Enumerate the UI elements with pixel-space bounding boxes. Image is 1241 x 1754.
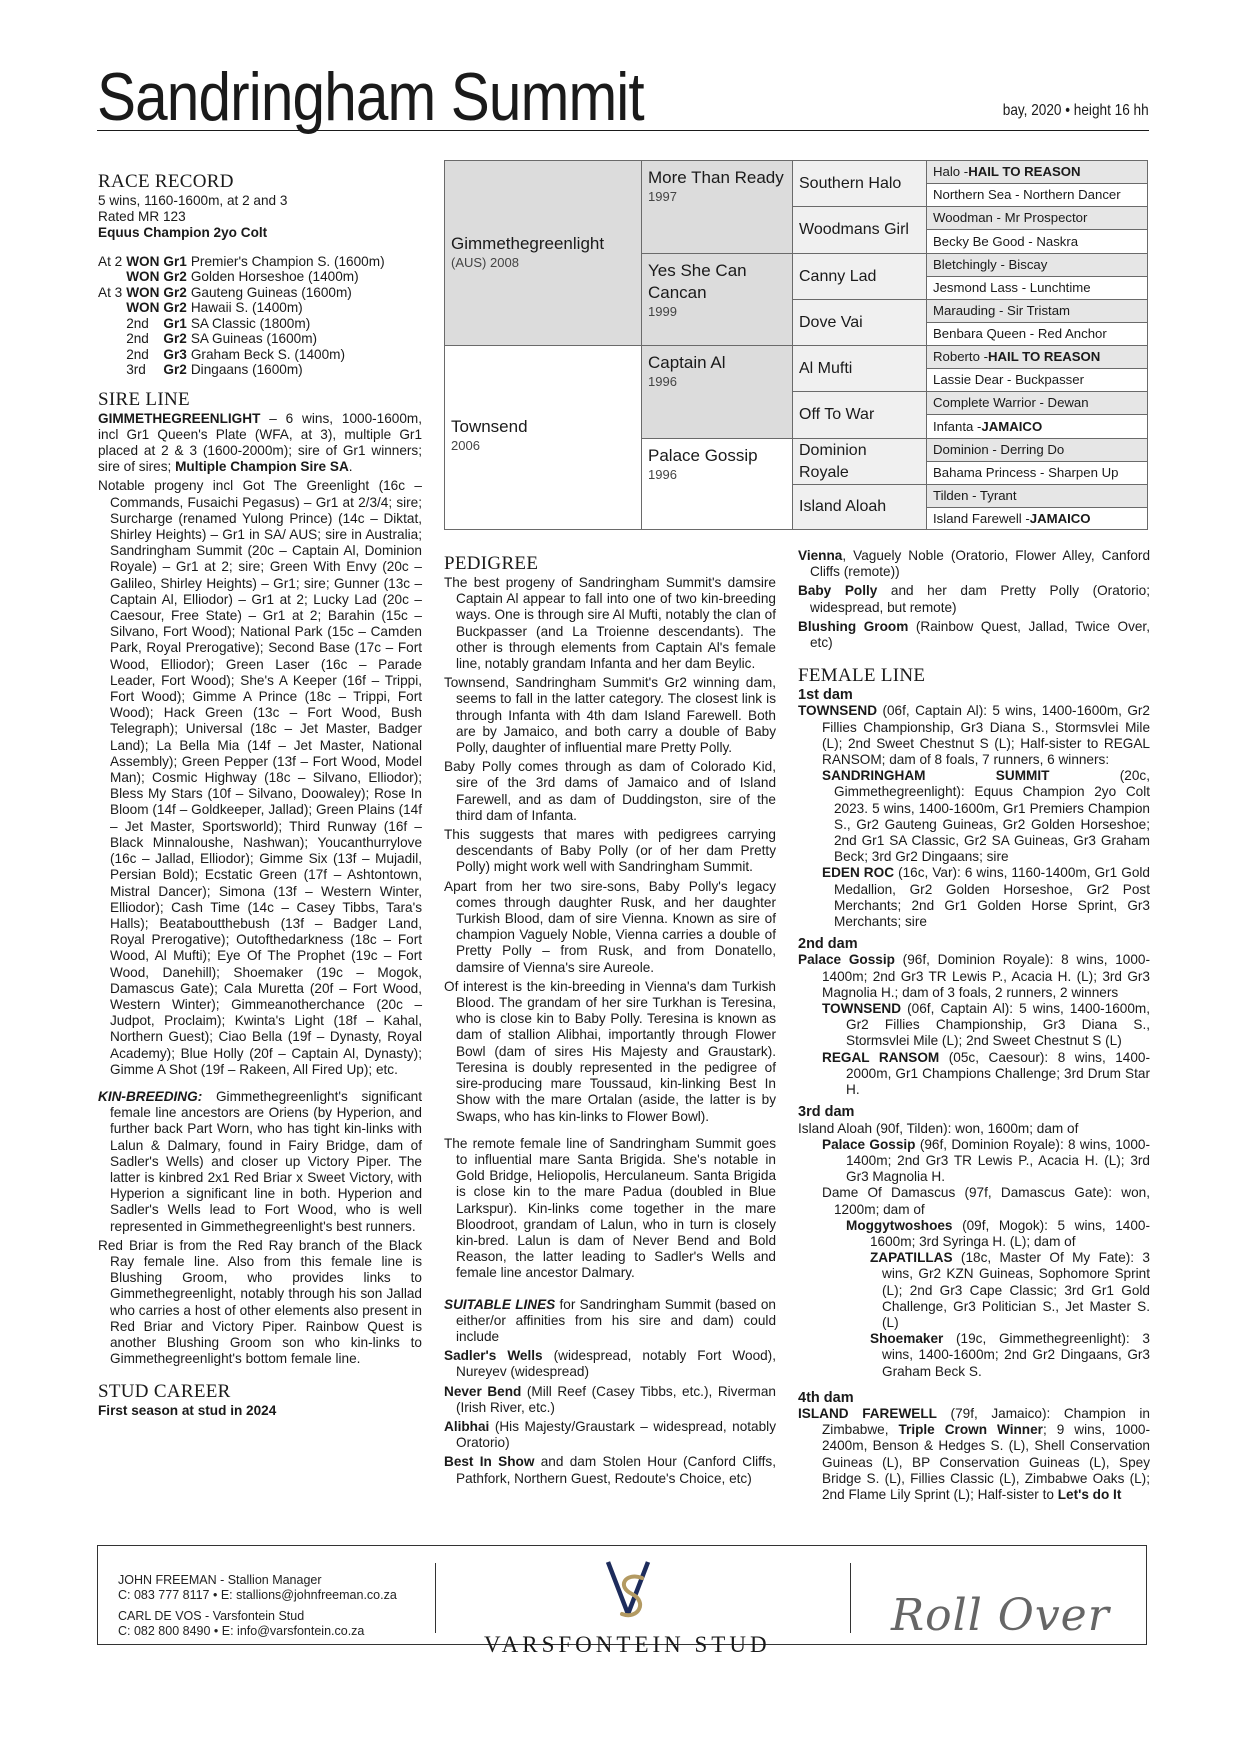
notable-progeny: Notable progeny incl Got The Greenlight (16c – Commands, Fusaichi Pegasus) – Gr1 at 2/3/4; sire; Surcharge (renamed Yulong Prince) (14c – Diktat, Shirley Heights) – Gr1 in SA/ AUS; sire in Australia; Sandringham Summit (20c – Captain Al, Dominion Royale) – Gr1 at 2; sire; Green With Envy (20c – Galileo, Shirley Heights) – Gr1; sire; Gunner (13c – Captain Al, Elliodor) – Gr1 at 2; Lucky Lad (20c – Caesour, Free State) – Gr1 at 2; Barahin (15c – Silvano, Fort Wood); National Park (15c – Camden Park, Royal Prerogative); Second Base (17c – Fort Wood, Elliodor); Green Laser (16c – Parade Leader, Fort Wood); She's A Keeper (16f – Trippi, Fort Wood); Gimme A Prince (18c – Trippi, Fort Wood); Hack Green (13c – Fort Wood, Bush Telegraph); Universal (18c – Jet Master, Badger Land); La Bella Mia (14f – Jet Master, National Assembly); Green Pepper (13f – Fort Wood, Model Man); Cosmic Highway (18c – Silvano, Elliodor); Bless My Stars (10f – Silvano, Doowaley); Rose In Bloom (14f – Goldkeeper, Jallad); Green Plains (14f – Jet Master, Sportsworld); Third Runway (16f – Black Minnaloushe, Nashwan); Youcanthurrylove (16c – Jallad, Elliodor); Gimme Six (13f – Mujadil, Persian Bold); Ecstatic Green (17f – Ashtontown, Mistral Dancer); Simona (13f – Western Winter, Elliodor); Cash Time (14c – Casey Tibbs, Tara's Halls); Beataboutthebush (13f – Badger Land, Royal Prerogative); Outofthedarkness (18c – Fort Wood, Al Mufti); Eye Of The Prophet (19c – Fort Wood, Danehill); Shoemaker (19c – Mogok, Damascus Gate); Cala Muretta (20f – Fort Wood, Western Winter); Gimmeanotherchance (20c – Judpot, Proclaim); Kwinta's Light (18f – Kahal, Northern Guest); Ciao Bella (19f – Dynasty, Royal Academy); Blue Holly (20f – Captain Al, Dynasty); Gimme A Shot (19f – Rakeen, All Fired Up); etc.: [98, 478, 422, 1077]
offspring-entry: Dame Of Damascus (97f, Damascus Gate): won, 1200m; dam of: [822, 1185, 1150, 1217]
race-record-line: Rated MR 123: [98, 209, 186, 225]
pedigree-gen4: Roberto - HAIL TO REASON: [926, 345, 1148, 369]
first-dam-label: 1st dam: [798, 687, 853, 704]
pedigree-heading: PEDIGREE: [444, 553, 539, 574]
table-row: WON Gr2 Hawaii S. (1400m): [126, 300, 303, 316]
page-subtitle: bay, 2020 • height 16 hh: [1003, 102, 1149, 119]
offspring-entry: Moggytwoshoes (09f, Mogok): 5 wins, 1400-1600m; 3rd Syringa H. (L); dam of: [846, 1217, 1150, 1249]
pedigree-gen2: More Than Ready 1997: [641, 160, 793, 254]
race-record-table: [98, 254, 389, 378]
pedigree-gen3: Woodmans Girl: [792, 206, 927, 254]
suitable-lines-intro: SUITABLE LINES for Sandringham Summit (based on either/or affinities from his sire and dam) could include: [444, 1296, 776, 1344]
table-row: 2nd Gr2 SA Guineas (1600m): [126, 331, 318, 347]
offspring-entry: Shoemaker (19c, Gimmethegreenlight): 3 wins, 1400-1600m; 2nd Gr2 Dingaans, Gr3 Graham Beck S.: [870, 1331, 1150, 1379]
suitable-line-item: Baby Polly and her dam Pretty Polly (Oratorio; widespread, but remote): [798, 583, 1150, 615]
kin-breeding-text-2: Red Briar is from the Red Ray branch of the Black Ray female line. Also from this female line is Blushing Groom, who provides links to Gimmethegreenlight, notably through his son Jallad who carries a host of other elements also present in Red Briar and Victory Piper. Rainbow Quest is another Blushing Groom son who kin-links to Gimmethegreenlight's bottom female line.: [98, 1237, 422, 1367]
contacts: [118, 1573, 397, 1639]
pedigree-paragraph: Baby Polly comes through as dam of Colorado Kid, sire of the 3rd dams of Jamaico and of Island Farewell, and as dam of Duddingston, sire of the third dam of Infanta.: [444, 759, 776, 823]
race-record-line: Equus Champion 2yo Colt: [98, 225, 268, 241]
sire-line-heading: SIRE LINE: [98, 388, 190, 410]
fourth-dam-text: ISLAND FAREWELL (79f, Jamaico): Champion in Zimbabwe, Triple Crown Winner; 9 wins, 1000-2400m, Benson & Hedges S. (L), Shell Conservation Guineas (L), BP Conservation Guineas (L), Spey Bridge S. (L), Fillies Classic (L), Zimbabwe Oaks (L); 2nd Flame Lily Sprint (L); Half-sister to Let's do It: [798, 1405, 1151, 1502]
table-row: 3rd Gr2 Dingaans (1600m): [126, 362, 303, 378]
pedigree-gen4: Northern Sea - Northern Dancer: [926, 183, 1148, 207]
pedigree-paragraph: The best progeny of Sandringham Summit's damsire Captain Al appear to fall into one of two kin-breeding ways. One is through sire Al Mufti, notably the clan of Buckpasser (and La Troienne descendants). The other is through elements from Captain Al's female line, notably grandam Infanta and her dam Beylic.: [444, 575, 776, 672]
contact-details[interactable]: C: 082 800 8490 • E: info@varsfontein.co.za: [118, 1624, 365, 1638]
pedigree-gen4: Tilden - Tyrant: [926, 484, 1148, 508]
third-dam-label: 3rd dam: [798, 1104, 855, 1121]
logo-text: VARSFONTEIN STUD: [484, 1632, 771, 1657]
offspring-entry: ZAPATILLAS (18c, Master Of My Fate): 3 wins, Gr2 KZN Guineas, Sophomore Sprint (L); 2nd Gr3 Cape Classic; 3rd Gr1 Gold Challenge, Gr3 Politician S., Jet Master S. (L): [870, 1250, 1150, 1330]
right-column: [798, 548, 1150, 1503]
offspring-entry: Palace Gossip (96f, Dominion Royale): 8 wins, 1000-1400m; 2nd Gr3 TR Lewis P., Acacia H. (L); 3rd Gr3 Magnolia H.: [822, 1136, 1150, 1185]
fourth-dam-label: 4th dam: [798, 1389, 854, 1406]
pedigree-gen2: Captain Al 1996: [641, 345, 793, 439]
pedigree-gen4: Complete Warrior - Dewan: [926, 391, 1148, 415]
pedigree-gen4: Lassie Dear - Buckpasser: [926, 368, 1148, 392]
pedigree-gen4: Bletchingly - Biscay: [926, 253, 1148, 277]
pedigree-gen4: Dominion - Derring Do: [926, 438, 1148, 462]
pedigree-dam: Townsend 2006: [444, 345, 642, 530]
sire-line-text: GIMMETHEGREENLIGHT – 6 wins, 1000-1600m, incl Gr1 Queen's Plate (WFA, at 3), multiple Gr1 placed at 2 & 3 (1600-2000m); sire of Gr1 winners; sire of sires; Multiple Champion Sire SA.: [98, 410, 422, 475]
suitable-line-item: Blushing Groom (Rainbow Quest, Jallad, Twice Over, etc): [798, 618, 1150, 651]
stud-career-text: First season at stud in 2024: [98, 1403, 277, 1419]
pedigree-gen3: Southern Halo: [792, 160, 927, 207]
pedigree-gen3: Canny Lad: [792, 253, 927, 300]
first-dam-text: TOWNSEND (06f, Captain Al): 5 wins, 1400-1600m, Gr2 Fillies Championship, Gr3 Diana S., Stormsvlei Mile (L); 2nd Sweet Chestnut S (L); Half-sister to REGAL RANSOM; dam of 8 foals, 7 runners, 6 winners:: [798, 703, 1150, 768]
kin-breeding-text: KIN-BREEDING: Gimmethegreenlight's significant female line ancestors are Oriens (by Hyperion, and further back Part Worn, who has tight kin-links with Lalun & Dalmary, found in Fairy Bridge, dam of Sadler's Wells) and closer up Victory Piper. The latter is kinbred 2x1 Red Briar x Sweet Victory, with Hyperion a significant line in both. Hyperion and Sadler's Wells lead to Fort Wood, who is well represented in Gimmethegreenlight's best runners.: [98, 1088, 422, 1234]
suitable-line-item: Sadler's Wells (widespread, notably Fort Wood), Nureyev (widespread): [444, 1348, 776, 1380]
suitable-line-item: Vienna, Vaguely Noble (Oratorio, Flower Alley, Canford Cliffs (remote)): [798, 548, 1150, 580]
pedigree-gen3: Off To War: [792, 391, 927, 439]
offspring-entry: TOWNSEND (06f, Captain Al): 5 wins, 1400-1600m, Gr2 Fillies Championship, Gr3 Diana S., Stormsvlei Mile (L); 2nd Sweet Chestnut S (L): [822, 1001, 1150, 1049]
pedigree-gen2: Yes She Can Cancan 1999: [641, 253, 793, 346]
varsfontein-logo-icon: [602, 1558, 662, 1628]
offspring-entry: REGAL RANSOM (05c, Caesour): 8 wins, 1400-2000m, Gr1 Champions Challenge; 3rd Drum Star H.: [822, 1049, 1151, 1098]
contact-details[interactable]: C: 083 777 8117 • E: stallions@johnfreeman.co.za: [118, 1588, 397, 1602]
pedigree-gen4: Marauding - Sir Tristam: [926, 299, 1148, 323]
footer-divider: [435, 1563, 436, 1633]
page-title: Sandringham Summit: [97, 59, 644, 135]
table-row: At 2 WON Gr1 Premier's Champion S. (1600m): [98, 253, 385, 269]
middle-column: [444, 554, 776, 1490]
pedigree-paragraph: This suggests that mares with pedigrees carrying descendants of Baby Polly (or of her dam Pretty Polly) might work well with Sandringham Summit.: [444, 827, 776, 875]
pedigree-gen4: Halo - HAIL TO REASON: [926, 160, 1148, 184]
title-rule: [97, 130, 1149, 131]
pedigree-paragraph: Of interest is the kin-breeding in Vienna's dam Turkish Blood. The grandam of her sire Turkhan is Teresina, who is close kin to Baby Polly. Teresina is known as dam of stallion Alibhai, importantly through Flower Bowl (dam of sires His Majesty and Graustark). Teresina is doubly represented in the pedigree of sire-producing mare Toussaud, kin-linking Best In Show with the mare Ortalan (aside, the latter is by Swaps, who has kin-links to Flower Bowl).: [444, 978, 776, 1124]
contact-name: CARL DE VOS - Varsfontein Stud: [118, 1609, 305, 1623]
pedigree-gen4: Jesmond Lass - Lunchtime: [926, 276, 1148, 300]
pedigree-gen4: Woodman - Mr Prospector: [926, 206, 1148, 230]
table-row: 2nd Gr1 SA Classic (1800m): [126, 315, 311, 331]
suitable-line-item: Never Bend (Mill Reef (Casey Tibbs, etc.), Riverman (Irish River, etc.): [444, 1383, 776, 1415]
footer-divider: [850, 1563, 851, 1633]
pedigree-gen4: Benbara Queen - Red Anchor: [926, 322, 1148, 346]
pedigree-grid: [444, 160, 1148, 530]
slogan: Roll Over: [891, 1590, 1110, 1641]
pedigree-gen4: Bahama Princess - Sharpen Up: [926, 461, 1148, 485]
pedigree-gen3: Island Aloah: [792, 484, 927, 530]
pedigree-sire: Gimmethegreenlight (AUS) 2008: [444, 160, 642, 346]
pedigree-gen4: Becky Be Good - Naskra: [926, 229, 1148, 254]
contact-name: JOHN FREEMAN - Stallion Manager: [118, 1573, 322, 1587]
offspring-entry: EDEN ROC (16c, Var): 6 wins, 1160-1400m, Gr1 Gold Medallion, Gr2 Golden Horseshoe, Gr2 Post Merchants; 2nd Gr1 Golden Horse Sprint, Gr3 Merchants; sire: [822, 865, 1150, 930]
table-row: WON Gr2 Golden Horseshoe (1400m): [126, 269, 359, 285]
pedigree-gen4: Island Farewell - JAMAICO: [926, 507, 1148, 530]
suitable-line-item: Best In Show and dam Stolen Hour (Canford Cliffs, Pathfork, Northern Guest, Redoute's Choice, etc): [444, 1454, 776, 1486]
pedigree-paragraph: Townsend, Sandringham Summit's Gr2 winning dam, seems to fall in the latter category. The closest link is through Infanta with 4th dam Island Farewell. Both are by Jamaico, and both carry a double of Baby Polly, daughter of influential mare Pretty Polly.: [444, 675, 776, 756]
suitable-line-item: Alibhai (His Majesty/Graustark – widespread, notably Oratorio): [444, 1418, 776, 1451]
pedigree-gen3: Dove Vai: [792, 299, 927, 346]
table-row: 2nd Gr3 Graham Beck S. (1400m): [126, 346, 345, 362]
stud-career-heading: STUD CAREER: [98, 1381, 231, 1403]
pedigree-gen3: Dominion Royale: [792, 438, 927, 485]
race-record-heading: RACE RECORD: [98, 171, 234, 192]
table-row: At 3 WON Gr2 Gauteng Guineas (1600m): [98, 284, 352, 300]
third-dam-text: Island Aloah (90f, Tilden): won, 1600m; dam of: [798, 1120, 1079, 1136]
offspring-entry: SANDRINGHAM SUMMIT (20c, Gimmethegreenlight): Equus Champion 2yo Colt 2023. 5 wins, 1400-1600m, Gr1 Premiers Champion S., Gr2 Gauteng Guineas, Gr2 Golden Horseshoe; 2nd Gr1 SA Classic, Gr2 SA Guineas, Gr3 Graham Beck; 3rd Gr2 Dingaans; sire: [822, 768, 1150, 865]
pedigree-paragraph: Apart from her two sire-sons, Baby Polly's legacy comes through daughter Rusk, and her daughter Turkish Blood, dam of sire Vienna. Known as sire of champion Vaguely Noble, Vienna carries a double of Pretty Polly – from Rusk, and from Donatello, damsire of Vienna's sire Aureole.: [444, 878, 776, 975]
race-record-line: 5 wins, 1160-1600m, at 2 and 3: [98, 193, 288, 208]
female-line-heading: FEMALE LINE: [798, 665, 926, 687]
left-column: [98, 172, 422, 1420]
second-dam-label: 2nd dam: [798, 936, 858, 953]
pedigree-gen3: Al Mufti: [792, 345, 927, 392]
pedigree-paragraph: The remote female line of Sandringham Summit goes to influential mare Santa Brigida. She's notable in Gold Bridge, Heliopolis, Herculaneum. Santa Brigida is close kin to the mare Padua (doubled in Blue Larkspur). Kin-links come together in the mare Bloodroot, grandam of Lalun, who in turn is closely kin-bred. Lalun is dam of Never Bend and Bold Reason, the latter leading to Sadler's Wells and female line ancestor Dalmary.: [444, 1135, 776, 1281]
second-dam-text: Palace Gossip (96f, Dominion Royale): 8 wins, 1000-1400m; 2nd Gr3 TR Lewis P., Acacia H. (L); 3rd Gr3 Magnolia H.; dam of 3 foals, 2 runners, 2 winners: [798, 952, 1150, 1000]
pedigree-gen4: Infanta - JAMAICO: [926, 414, 1148, 439]
pedigree-gen2: Palace Gossip 1996: [641, 438, 793, 530]
